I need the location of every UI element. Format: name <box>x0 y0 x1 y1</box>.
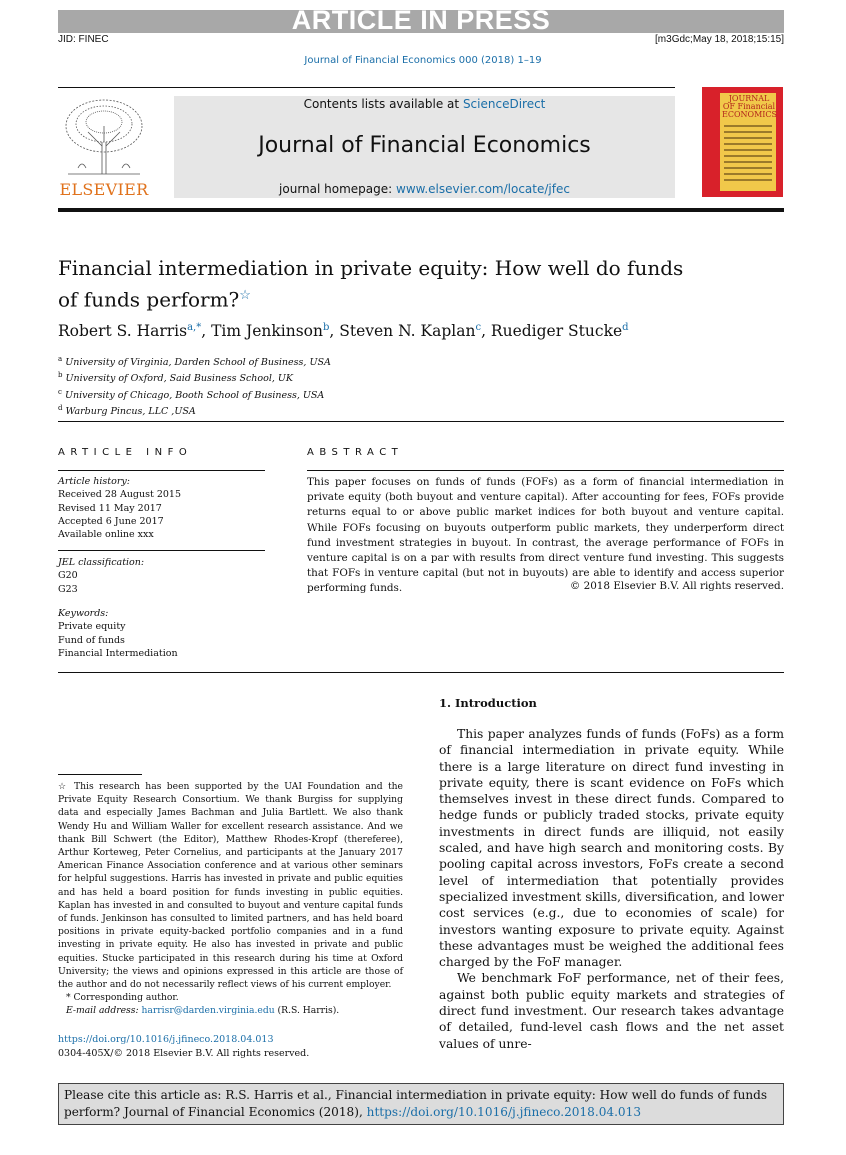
author-separator: , <box>481 322 491 341</box>
contents-prefix: Contents lists available at <box>303 97 463 111</box>
affiliation-mark: b <box>58 371 63 380</box>
header-thick-rule <box>58 208 784 212</box>
author-list <box>58 322 784 340</box>
affiliation-mark: a <box>58 355 63 363</box>
citation-doi-link[interactable]: https://doi.org/10.1016/j.jfineco.2018.04.013 <box>366 1105 642 1119</box>
footnote-block <box>58 780 403 1018</box>
issn-line: 0304-405X/© 2018 Elsevier B.V. All rights reserved. <box>58 1048 310 1059</box>
email-label: E-mail address: <box>66 1005 142 1017</box>
history-item: Available online xxx <box>58 529 154 541</box>
funding-footnote: ☆ This research has been supported by the UAI Foundation and the Private Equity Research Consortium. We thank Burgiss for supplying data and especially James Bachman and Julia Bartlett. We also thank Wendy Hu and William Waller for excellent research assistance. And we thank Bill Schwert (the Editor), Matthew Rhodes-Kropf (thereferee), Arthur Korteweg, Peter Cornelius, and participants at the January 2017 American Finance Association conference and at various other seminars for helpful suggestions. Harris has invested in private and public equities and has held a board position for funds investing in public equities. Kaplan has invested in and consulted to buyout and venture capital funds of funds. Jenkinson has consulted to limited partners, and has held board positions in private equity-backed portfolio companies and in a fund investing in private equity. He also has invested in private and public equities. Stucke participated in this research during his time at Oxford University; the views and opinions expressed in this article are those of the author and do not necessarily reflect views of his current employer. <box>58 781 403 991</box>
intro-paragraph: We benchmark FoF performance, net of their fees, against both public equity markets and strategies of direct fund investment. Our research takes advantage of detailed, fund-level cash flows and the net asset values of unre- <box>439 971 784 1051</box>
affiliation-text: University of Oxford, Said Business School, UK <box>65 373 294 385</box>
affiliation-text: Warburg Pincus, LLC ,USA <box>65 406 196 418</box>
article-title <box>58 255 708 314</box>
affiliation-item <box>58 386 558 402</box>
body-divider <box>58 672 784 673</box>
author-affiliation-mark[interactable]: a,* <box>187 322 202 333</box>
title-line-2: of funds perform? <box>58 287 240 312</box>
article-info-heading: ARTICLE INFO <box>58 447 193 458</box>
article-history <box>58 475 268 541</box>
affiliation-text: University of Chicago, Booth School of Business, USA <box>64 390 325 402</box>
history-item: Revised 11 May 2017 <box>58 502 162 514</box>
keyword-item[interactable]: Private equity <box>58 621 126 633</box>
email-suffix: (R.S. Harris). <box>274 1005 340 1017</box>
intro-paragraph: This paper analyzes funds of funds (FoFs) as a form of financial intermediation in private equity. While there is a large literature on direct fund investing in private equity, there is scant evidence on FoFs which themselves invest in these direct funds. Compared to hedge funds or publicly traded stocks, private equity investments in direct funds are illiquid, not easily scaled, and have high search and monitoring costs. By pooling capital across investors, FoFs create a second level of intermediation that potentially provides specialized investment skills, diversification, and lower cost services (e.g., due to economies of scale) for investors wanting exposure to private equity. Against these advantages must be weighed the additional fees charged by the FoF manager. <box>439 727 784 970</box>
citation-text <box>64 1087 780 1121</box>
affiliation-list <box>58 353 558 419</box>
homepage-line <box>174 182 675 196</box>
author-name[interactable]: Tim Jenkinson <box>211 322 323 341</box>
affiliation-text: University of Virginia, Darden School of Business, USA <box>65 357 331 369</box>
title-footnote-star[interactable]: ☆ <box>239 288 251 303</box>
affiliation-item <box>58 353 558 369</box>
jel-classification <box>58 556 268 596</box>
author-affiliation-mark[interactable]: c <box>475 322 482 333</box>
author-name[interactable]: Ruediger Stucke <box>490 322 623 341</box>
cover-title: JOURNAL OF Financial ECONOMICS <box>722 94 778 119</box>
abstract-copyright: © 2018 Elsevier B.V. All rights reserved. <box>569 580 784 592</box>
keyword-item[interactable]: Fund of funds <box>58 634 125 646</box>
keywords-label: Keywords: <box>58 608 109 619</box>
author-separator: , <box>201 322 212 341</box>
email-line <box>58 1004 403 1017</box>
jel-code: G23 <box>58 583 78 595</box>
introduction-heading: 1. Introduction <box>439 696 537 710</box>
abstract-heading: ABSTRACT <box>307 447 404 458</box>
header-top-rule <box>58 87 675 88</box>
corresponding-author-note: * Corresponding author. <box>66 992 179 1004</box>
keyword-item[interactable]: Financial Intermediation <box>58 647 178 659</box>
author-separator: , <box>329 322 340 341</box>
author-name[interactable]: Steven N. Kaplan <box>339 322 476 341</box>
citation-box <box>58 1083 784 1125</box>
article-info-rule <box>58 550 265 551</box>
abstract-rule <box>307 470 784 471</box>
jel-label: JEL classification: <box>58 557 145 568</box>
journal-reference-link[interactable]: Journal of Financial Economics 000 (2018) 1–19 <box>304 55 542 66</box>
section-divider <box>58 421 784 422</box>
article-in-press-label: ARTICLE IN PRESS <box>291 5 551 35</box>
affiliation-mark: d <box>58 404 63 413</box>
build-stamp: [m3Gdc;May 18, 2018;15:15] <box>655 34 784 45</box>
affiliation-item <box>58 402 558 418</box>
article-info-rule <box>58 470 265 471</box>
journal-cover-image[interactable] <box>702 87 783 197</box>
jel-code: G20 <box>58 570 78 582</box>
homepage-link[interactable]: www.elsevier.com/locate/jfec <box>396 182 570 196</box>
affiliation-item <box>58 369 558 385</box>
cover-contents-lines <box>724 125 772 185</box>
history-label: Article history: <box>58 476 130 487</box>
keywords <box>58 607 268 660</box>
doi-link[interactable]: https://doi.org/10.1016/j.jfineco.2018.04.013 <box>58 1034 274 1045</box>
affiliation-mark: c <box>58 387 62 396</box>
journal-id: JID: FINEC <box>58 34 109 45</box>
title-line-1: Financial intermediation in private equity: How well do funds <box>58 256 684 280</box>
author-affiliation-mark[interactable]: d <box>622 322 629 333</box>
author-name[interactable]: Robert S. Harris <box>58 322 188 341</box>
history-item: Accepted 6 June 2017 <box>58 515 164 527</box>
sciencedirect-link[interactable]: ScienceDirect <box>462 97 546 111</box>
history-item: Received 28 August 2015 <box>58 489 182 501</box>
homepage-prefix: journal homepage: <box>279 182 396 196</box>
abstract-text: This paper focuses on funds of funds (FOFs) as a form of financial intermediation in private equity (both buyout and venture capital). After accounting for fees, FOFs provide returns equal to or above public market indices for both buyout and venture capital. While FOFs focusing on buyouts outperform public markets, they underperform direct fund investment strategies in buyout. In contrast, the average performance of FOFs in venture capital is on a par with results from direct venture fund investing. This suggests that FOFs in venture capital (but not in buyouts) are able to identify and access superior performing funds. <box>307 476 784 595</box>
footnote-rule <box>58 774 142 775</box>
citation-prefix: Please cite this article as: R.S. Harris et al., Financial intermediation in private equity: How well do funds of funds perform? Journal of Financial Economics (2018), <box>64 1088 768 1119</box>
contents-line <box>174 97 675 111</box>
email-link[interactable]: harrisr@darden.virginia.edu <box>141 1005 275 1017</box>
introduction-body <box>439 726 784 1052</box>
journal-title: Journal of Financial Economics <box>258 133 591 158</box>
publisher-wordmark: ELSEVIER <box>59 180 149 199</box>
author-affiliation-mark[interactable]: b <box>322 322 330 333</box>
